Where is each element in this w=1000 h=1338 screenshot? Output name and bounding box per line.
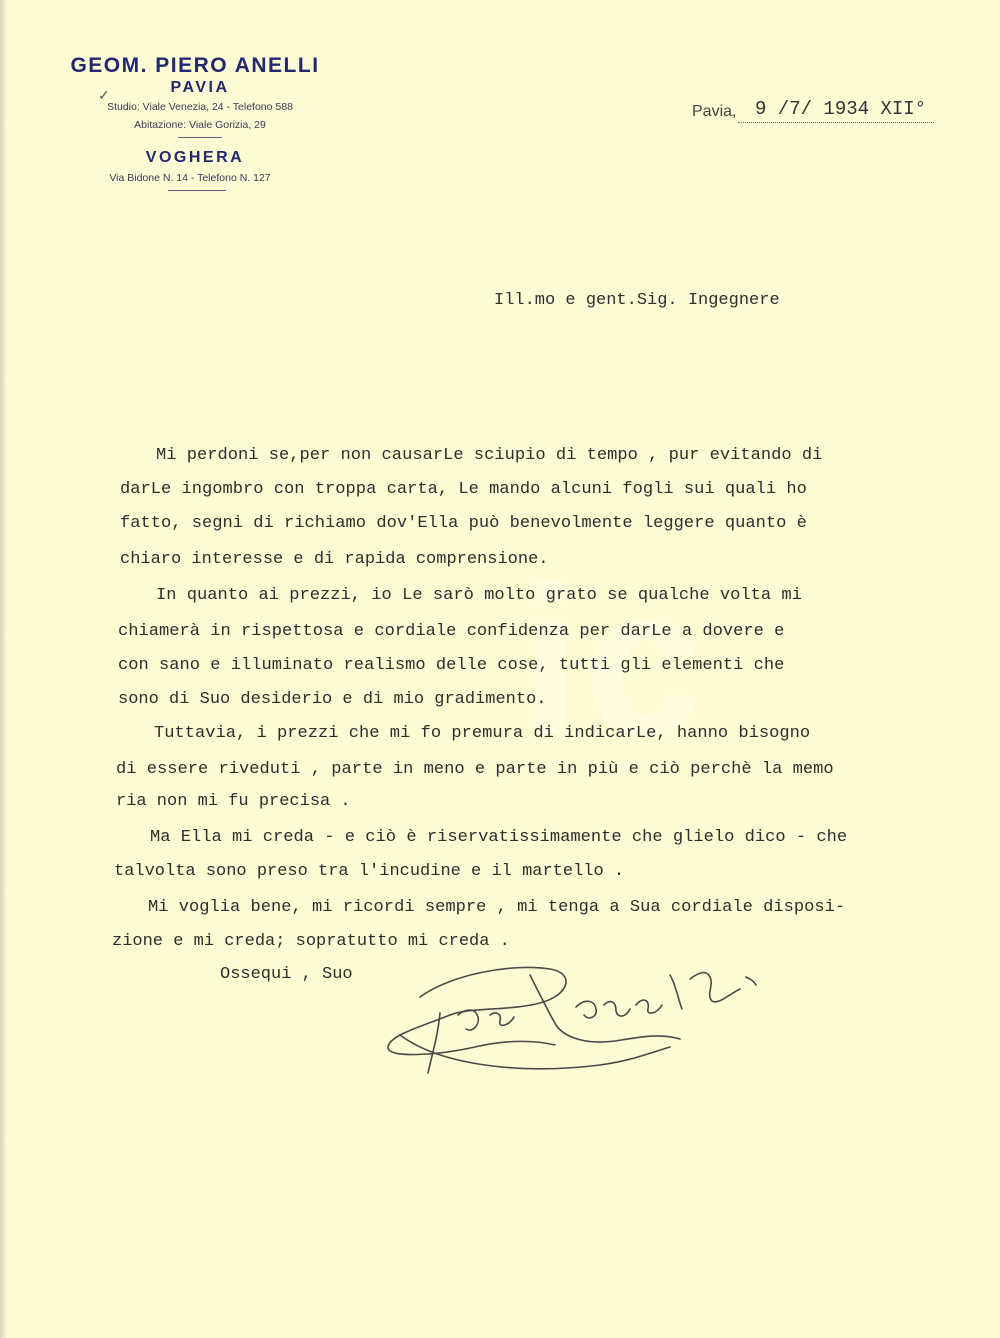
body-line: talvolta sono preso tra l'incudine e il martello . bbox=[114, 862, 625, 881]
letterhead-divider-2 bbox=[168, 190, 226, 191]
body-line: sono di Suo desiderio e di mio gradimento. bbox=[118, 690, 547, 709]
body-line: Ma Ella mi creda - e ciò è riservatissimamente che glielo dico - che bbox=[150, 828, 848, 847]
body-line: chiaro interesse e di rapida comprensione. bbox=[120, 550, 549, 569]
date-value: 9 /7/ 1934 XII° bbox=[755, 98, 927, 120]
body-line: zione e mi creda; sopratutto mi creda . bbox=[112, 932, 510, 951]
body-line: chiamerà in rispettosa e cordiale confidenza per darLe a dovere e bbox=[118, 622, 785, 641]
body-line: darLe ingombro con troppa carta, Le mando alcuni fogli sui quali ho bbox=[120, 480, 807, 499]
date-underline bbox=[738, 122, 934, 123]
body-line: Mi voglia bene, mi ricordi sempre , mi tenga a Sua cordiale disposi- bbox=[148, 898, 846, 917]
salutation: Ill.mo e gent.Sig. Ingegnere bbox=[494, 291, 780, 310]
body-line: con sano e illuminato realismo delle cose, tutti gli elementi che bbox=[118, 656, 785, 675]
signature bbox=[380, 955, 780, 1080]
pen-mark: ✓ bbox=[98, 89, 110, 104]
date-place: Pavia, bbox=[692, 103, 737, 120]
letterhead-name: GEOM. PIERO ANELLI bbox=[70, 54, 320, 77]
letterhead-city2: VOGHERA bbox=[145, 149, 245, 166]
letterhead-home: Abitazione: Viale Gorizia, 29 bbox=[134, 119, 266, 131]
body-line: ria non mi fu precisa . bbox=[116, 792, 351, 811]
body-line: di essere riveduti , parte in meno e parte in più e ciò perchè la memo bbox=[116, 760, 834, 779]
body-line: fatto, segni di richiamo dov'Ella può benevolmente leggere quanto è bbox=[120, 514, 807, 533]
body-line: Tuttavia, i prezzi che mi fo premura di indicarLe, hanno bisogno bbox=[154, 724, 811, 743]
closing: Ossequi , Suo bbox=[220, 965, 353, 984]
letterhead-city: PAVIA bbox=[170, 79, 230, 96]
letterhead-studio: Studio: Viale Venezia, 24 - Telefono 588 bbox=[107, 101, 293, 113]
letterhead-address2: Via Bidone N. 14 - Telefono N. 127 bbox=[109, 172, 271, 184]
letterhead-divider bbox=[178, 137, 222, 138]
watermark: ic bbox=[520, 543, 708, 778]
body-line: In quanto ai prezzi, io Le sarò molto grato se qualche volta mi bbox=[156, 586, 802, 605]
paper-edge bbox=[0, 0, 6, 1338]
body-line: Mi perdoni se,per non causarLe sciupio di tempo , pur evitando di bbox=[156, 446, 823, 465]
